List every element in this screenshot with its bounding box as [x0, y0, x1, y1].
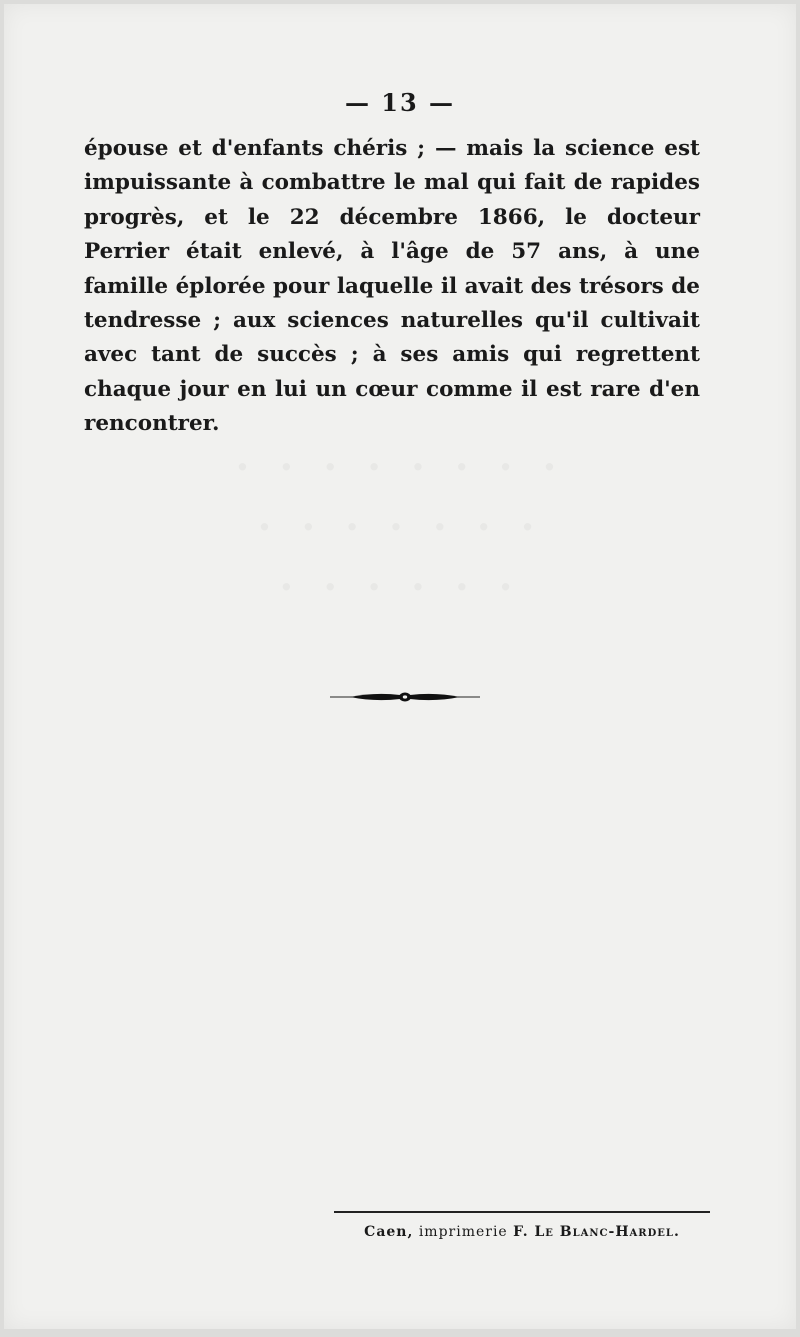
show-through-ghost	[4, 504, 796, 551]
footer-rule	[334, 1211, 710, 1213]
show-through-ghost	[4, 564, 796, 611]
page-number: — 13 —	[344, 88, 456, 117]
imprint-printer: F. Le Blanc-Hardel.	[513, 1224, 680, 1240]
imprint-city: Caen,	[364, 1224, 414, 1240]
document-page	[4, 4, 796, 1329]
body-paragraph: épouse et d'enfants chéris ; — mais la science est impuissante à combattre le mal qui fait de rapides progrès, et le 22 décembre 1866, le docteur Perrier était enlevé, à l'âge de 57 ans, à une famille éplorée pour laquelle il avait des trésors de tendresse ; aux sciences naturelles qu'il cultivait avec tant de succès ; à ses amis qui regrettent chaque jour en lui un cœur comme il est rare d'en rencontrer.	[84, 136, 700, 437]
fleuron-rule-icon	[330, 690, 480, 704]
printer-imprint	[334, 1224, 710, 1240]
imprint-word: imprimerie	[418, 1224, 508, 1240]
show-through-ghost	[4, 444, 796, 491]
